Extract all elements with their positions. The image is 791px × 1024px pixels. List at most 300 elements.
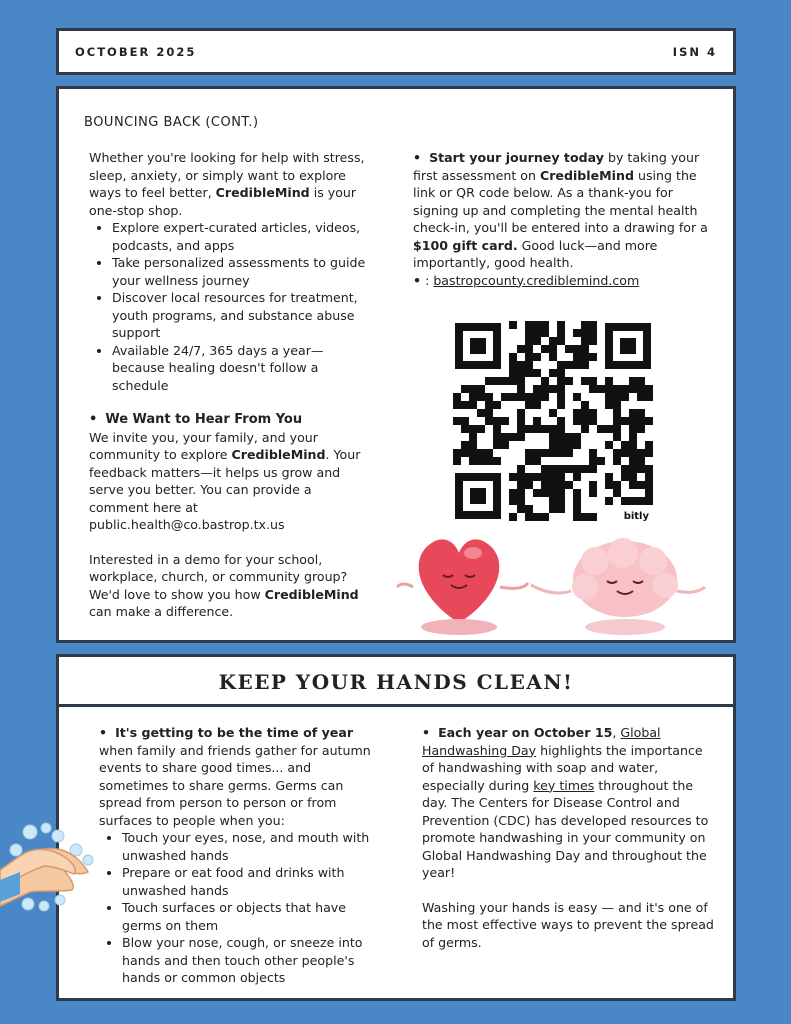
qr-module <box>637 377 645 385</box>
qr-module <box>605 497 613 505</box>
qr-module <box>517 505 525 513</box>
qr-module <box>645 497 653 505</box>
qr-module <box>533 385 541 393</box>
prize-text: $100 gift card. <box>413 237 518 253</box>
qr-module <box>517 409 525 417</box>
qr-module <box>533 329 541 337</box>
qr-module <box>549 425 557 433</box>
brand-name: CredibleMind <box>539 167 634 183</box>
qr-module <box>549 433 557 441</box>
start-text: by taking your first assessment on <box>413 150 700 183</box>
qr-module <box>501 433 509 441</box>
intro-text-end: is your one-stop shop. <box>89 185 357 218</box>
qr-module <box>613 425 621 433</box>
qr-module <box>637 449 645 457</box>
qr-module <box>469 449 477 457</box>
qr-module <box>557 361 565 369</box>
demo-text: Interested in a demo for your school, workplace, church, or community group? We'd love to show you how <box>89 551 348 602</box>
hands-right-column <box>422 724 717 951</box>
qr-module <box>581 361 589 369</box>
qr-module <box>517 369 525 377</box>
qr-module <box>557 417 565 425</box>
features-list <box>89 219 367 394</box>
qr-module <box>629 441 637 449</box>
handwashing-day-paragraph <box>422 724 717 882</box>
qr-module <box>485 457 493 465</box>
qr-module <box>541 329 549 337</box>
qr-module <box>525 353 533 361</box>
qr-module <box>605 473 613 481</box>
list-item: • Touch surfaces or objects that have germs on them <box>122 899 374 934</box>
qr-module <box>581 401 589 409</box>
qr-module <box>629 481 637 489</box>
qr-module <box>565 361 573 369</box>
qr-module <box>469 457 477 465</box>
qr-module <box>517 425 525 433</box>
qr-module <box>589 449 597 457</box>
qr-module <box>581 353 589 361</box>
bullet-icon: • <box>422 725 431 740</box>
global-handwashing-day-link[interactable]: Global Handwashing Day <box>422 725 661 758</box>
qr-module <box>477 409 485 417</box>
qr-caption: bitly <box>623 511 649 521</box>
qr-module <box>501 417 509 425</box>
qr-module <box>557 441 565 449</box>
qr-module <box>557 489 565 497</box>
qr-module <box>485 401 493 409</box>
qr-module <box>485 393 493 401</box>
qr-module <box>605 401 613 409</box>
qr-module <box>541 425 549 433</box>
qr-module <box>453 417 461 425</box>
qr-module <box>533 425 541 433</box>
qr-module <box>549 473 557 481</box>
qr-module <box>589 465 597 473</box>
qr-module <box>549 385 557 393</box>
qr-module <box>525 337 533 345</box>
qr-module <box>477 449 485 457</box>
qr-module <box>581 345 589 353</box>
qr-module <box>509 361 517 369</box>
qr-module <box>485 377 493 385</box>
bullet-icon: • <box>413 150 422 165</box>
qr-module <box>645 441 653 449</box>
qr-module <box>645 449 653 457</box>
qr-module <box>541 321 549 329</box>
qr-module <box>581 425 589 433</box>
hear-text-end: . Your feedback matters—it helps us grow and serve you better. You can provide a comment here at public.health@co.bastrop.tx.us <box>89 447 361 532</box>
qr-module <box>645 473 653 481</box>
qr-module <box>637 457 645 465</box>
qr-module <box>509 473 517 481</box>
qr-module <box>557 481 565 489</box>
qr-module <box>469 433 477 441</box>
qr-module <box>525 473 533 481</box>
qr-module <box>517 489 525 497</box>
qr-module <box>637 425 645 433</box>
qr-module <box>645 489 653 497</box>
qr-module <box>461 401 469 409</box>
washing-hands-icon <box>0 820 100 915</box>
intro-text: Whether you're looking for help with stress, sleep, anxiety, or simply want to explore ways to feel better, <box>89 150 365 200</box>
qr-module <box>517 393 525 401</box>
qr-module <box>573 497 581 505</box>
qr-module <box>549 505 557 513</box>
qr-module <box>621 417 629 425</box>
qr-module <box>501 393 509 401</box>
qr-module <box>469 425 477 433</box>
hands-left-column <box>99 724 374 987</box>
qr-code-icon[interactable] <box>453 321 653 521</box>
qr-module <box>557 465 565 473</box>
qr-module <box>573 417 581 425</box>
qr-module <box>541 393 549 401</box>
qr-module <box>557 449 565 457</box>
qr-module <box>565 481 573 489</box>
qr-module <box>493 401 501 409</box>
qr-module <box>629 465 637 473</box>
qr-module <box>461 441 469 449</box>
qr-module <box>565 345 573 353</box>
qr-module <box>549 345 557 353</box>
qr-module <box>637 497 645 505</box>
list-item: • Prepare or eat food and drinks with unwashed hands <box>122 864 374 899</box>
qr-module <box>581 465 589 473</box>
qr-module <box>541 345 549 353</box>
qr-module <box>493 417 501 425</box>
qr-module <box>549 409 557 417</box>
hear-heading-text: We Want to Hear From You <box>105 412 303 427</box>
qr-module <box>565 441 573 449</box>
brain-mascot-icon <box>531 538 705 635</box>
qr-module <box>549 449 557 457</box>
qr-module <box>605 481 613 489</box>
qr-module <box>525 361 533 369</box>
qr-module <box>597 385 605 393</box>
qr-module <box>541 481 549 489</box>
qr-module <box>629 409 637 417</box>
qr-module <box>541 489 549 497</box>
qr-module <box>597 457 605 465</box>
qr-module <box>557 385 565 393</box>
qr-module <box>573 441 581 449</box>
qr-module <box>525 393 533 401</box>
mascots-illustration <box>395 535 715 640</box>
qr-module <box>589 409 597 417</box>
qr-module <box>517 481 525 489</box>
qr-module <box>573 513 581 521</box>
qr-module <box>573 505 581 513</box>
qr-module <box>477 393 485 401</box>
qr-module <box>613 401 621 409</box>
qr-module <box>557 329 565 337</box>
qr-module <box>581 417 589 425</box>
start-paragraph <box>413 149 713 272</box>
brand-name: CredibleMind <box>264 586 359 602</box>
qr-module <box>533 337 541 345</box>
qr-module <box>629 377 637 385</box>
qr-module <box>589 513 597 521</box>
qr-module <box>453 449 461 457</box>
qr-module <box>597 425 605 433</box>
qr-module <box>549 353 557 361</box>
qr-module <box>565 377 573 385</box>
qr-module <box>573 329 581 337</box>
qr-module <box>517 345 525 353</box>
issue-header <box>56 28 736 75</box>
qr-module <box>509 489 517 497</box>
qr-module <box>541 465 549 473</box>
qr-module <box>525 481 533 489</box>
qr-module <box>589 337 597 345</box>
qr-module <box>589 321 597 329</box>
qr-module <box>557 321 565 329</box>
germ-spread-list <box>99 829 374 987</box>
qr-module <box>565 465 573 473</box>
hands-right-heading: Each year on October 15 <box>438 725 613 740</box>
link-line <box>413 272 713 290</box>
qr-module <box>525 513 533 521</box>
qr-module <box>525 345 533 353</box>
qr-module <box>645 417 653 425</box>
qr-module <box>621 465 629 473</box>
hear-text: We invite you, your family, and your community to explore <box>89 429 318 462</box>
qr-module <box>525 505 533 513</box>
qr-module <box>509 353 517 361</box>
washing-easy-paragraph: Washing your hands is easy — and it's one of the most effective ways to prevent the spread of germs. <box>422 899 714 950</box>
qr-module <box>637 393 645 401</box>
qr-module <box>605 385 613 393</box>
qr-module <box>525 457 533 465</box>
qr-module <box>469 441 477 449</box>
qr-module <box>517 433 525 441</box>
qr-module <box>629 425 637 433</box>
qr-module <box>469 401 477 409</box>
qr-module <box>461 385 469 393</box>
handwashing-text: highlights the importance of handwashing with soap and water, especially during <box>422 742 703 793</box>
qr-module <box>573 489 581 497</box>
qr-module <box>589 489 597 497</box>
demo-paragraph <box>89 551 367 621</box>
qr-module <box>493 433 501 441</box>
qr-module <box>557 505 565 513</box>
qr-module <box>613 481 621 489</box>
qr-module <box>493 425 501 433</box>
start-heading: Start your journey today <box>429 150 604 165</box>
qr-module <box>533 489 541 497</box>
qr-module <box>517 385 525 393</box>
qr-module <box>533 393 541 401</box>
qr-module <box>541 449 549 457</box>
qr-module <box>589 377 597 385</box>
qr-module <box>613 433 621 441</box>
qr-module <box>621 441 629 449</box>
qr-module <box>453 393 461 401</box>
qr-module <box>501 441 509 449</box>
qr-module <box>525 369 533 377</box>
qr-module <box>613 385 621 393</box>
qr-module <box>517 417 525 425</box>
qr-module <box>629 385 637 393</box>
qr-module <box>637 417 645 425</box>
qr-module <box>613 393 621 401</box>
bouncing-back-panel <box>56 86 736 643</box>
qr-module <box>613 409 621 417</box>
qr-module <box>629 497 637 505</box>
qr-module <box>541 473 549 481</box>
qr-module <box>525 401 533 409</box>
qr-module <box>645 385 653 393</box>
qr-module <box>645 393 653 401</box>
qr-module <box>613 417 621 425</box>
qr-module <box>637 465 645 473</box>
brand-name: CredibleMind <box>215 185 310 200</box>
qr-module <box>573 409 581 417</box>
handwashing-text-2: throughout the day. The Centers for Disease Control and Prevention (CDC) has developed resources to promote handwashing in your community on Global Handwashing Day and throughout the year! <box>422 777 709 880</box>
list-item: • Discover local resources for treatment, youth programs, and substance abuse support <box>112 289 367 342</box>
qr-module <box>549 337 557 345</box>
qr-module <box>557 425 565 433</box>
qr-module <box>573 353 581 361</box>
start-text-2: using the link or QR code below. As a thank-you for signing up and completing the mental health check-in, you'll be entered into a drawing for a <box>413 167 708 235</box>
bullet-icon: • <box>89 412 98 427</box>
qr-module <box>621 473 629 481</box>
qr-module <box>581 377 589 385</box>
qr-module <box>517 361 525 369</box>
qr-module <box>557 377 565 385</box>
qr-module <box>589 385 597 393</box>
qr-module <box>605 393 613 401</box>
qr-module <box>533 457 541 465</box>
right-column <box>413 149 713 289</box>
qr-module <box>453 401 461 409</box>
qr-module <box>621 497 629 505</box>
start-text-3: Good luck—and more importantly, good health. <box>413 237 658 270</box>
qr-module <box>621 385 629 393</box>
qr-module <box>581 409 589 417</box>
qr-module <box>485 409 493 417</box>
qr-module <box>509 369 517 377</box>
qr-module <box>525 425 533 433</box>
issue-date: OCTOBER 2025 <box>75 45 197 59</box>
qr-module <box>533 369 541 377</box>
hands-intro-paragraph <box>99 724 374 829</box>
qr-module <box>485 417 493 425</box>
qr-module <box>509 433 517 441</box>
qr-module <box>517 497 525 505</box>
qr-module <box>509 513 517 521</box>
qr-module <box>533 401 541 409</box>
qr-module <box>509 377 517 385</box>
qr-module <box>509 393 517 401</box>
hands-clean-panel <box>56 654 736 1001</box>
qr-module <box>589 417 597 425</box>
qr-module <box>637 385 645 393</box>
qr-module <box>453 457 461 465</box>
issue-number: ISN 4 <box>672 45 717 59</box>
qr-module <box>485 449 493 457</box>
qr-module <box>517 377 525 385</box>
qr-module <box>461 417 469 425</box>
qr-module <box>549 369 557 377</box>
qr-module <box>613 457 621 465</box>
qr-module <box>541 385 549 393</box>
qr-module <box>477 457 485 465</box>
qr-module <box>605 377 613 385</box>
qr-module <box>469 393 477 401</box>
qr-module <box>501 377 509 385</box>
qr-module <box>557 473 565 481</box>
hear-heading <box>89 411 367 429</box>
qr-module <box>637 481 645 489</box>
comma-text: , <box>612 725 621 740</box>
qr-module <box>629 417 637 425</box>
qr-module <box>541 513 549 521</box>
qr-module <box>645 481 653 489</box>
qr-module <box>589 481 597 489</box>
hands-section-title: KEEP YOUR HANDS CLEAN! <box>59 657 733 707</box>
list-item: • Available 24/7, 365 days a year—because healing doesn't follow a schedule <box>112 342 367 395</box>
qr-module <box>573 345 581 353</box>
bullet-icon: • <box>99 725 108 740</box>
qr-module <box>549 489 557 497</box>
qr-module <box>629 457 637 465</box>
qr-module <box>565 449 573 457</box>
qr-module <box>581 513 589 521</box>
key-times-link[interactable]: key times <box>533 777 595 793</box>
qr-module <box>581 321 589 329</box>
qr-module <box>581 337 589 345</box>
crediblemind-link[interactable]: bastropcounty.crediblemind.com <box>433 272 640 288</box>
qr-module <box>573 433 581 441</box>
qr-module <box>525 329 533 337</box>
left-column <box>89 149 367 621</box>
qr-module <box>581 329 589 337</box>
demo-text-end: can make a difference. <box>89 604 234 619</box>
heart-mascot-icon <box>397 539 528 635</box>
list-item: • Touch your eyes, nose, and mouth with unwashed hands <box>122 829 374 864</box>
qr-module <box>613 449 621 457</box>
qr-module <box>557 369 565 377</box>
qr-module <box>533 353 541 361</box>
qr-module <box>589 457 597 465</box>
qr-module <box>629 473 637 481</box>
qr-module <box>525 321 533 329</box>
qr-module <box>517 473 525 481</box>
qr-module <box>509 321 517 329</box>
hands-left-heading: It's getting to be the time of year <box>115 725 354 740</box>
qr-module <box>509 497 517 505</box>
qr-module <box>477 385 485 393</box>
qr-module <box>613 489 621 497</box>
qr-module <box>557 433 565 441</box>
hear-paragraph <box>89 429 367 534</box>
qr-module <box>637 409 645 417</box>
qr-module <box>477 425 485 433</box>
qr-module <box>517 465 525 473</box>
list-item: • Blow your nose, cough, or sneeze into hands and then touch other people's hands or common objects <box>122 934 374 987</box>
qr-module <box>461 449 469 457</box>
qr-module <box>533 513 541 521</box>
qr-module <box>525 449 533 457</box>
hands-intro-text: when family and friends gather for autumn events to share good times... and sometimes to share germs. Germs can spread from person to person or from surfaces to people when you: <box>99 742 371 828</box>
intro-paragraph <box>89 149 367 219</box>
qr-module <box>573 465 581 473</box>
brand-name: CredibleMind <box>231 447 326 462</box>
qr-module <box>533 321 541 329</box>
bullet-icon: • <box>413 272 422 288</box>
qr-module <box>549 441 557 449</box>
